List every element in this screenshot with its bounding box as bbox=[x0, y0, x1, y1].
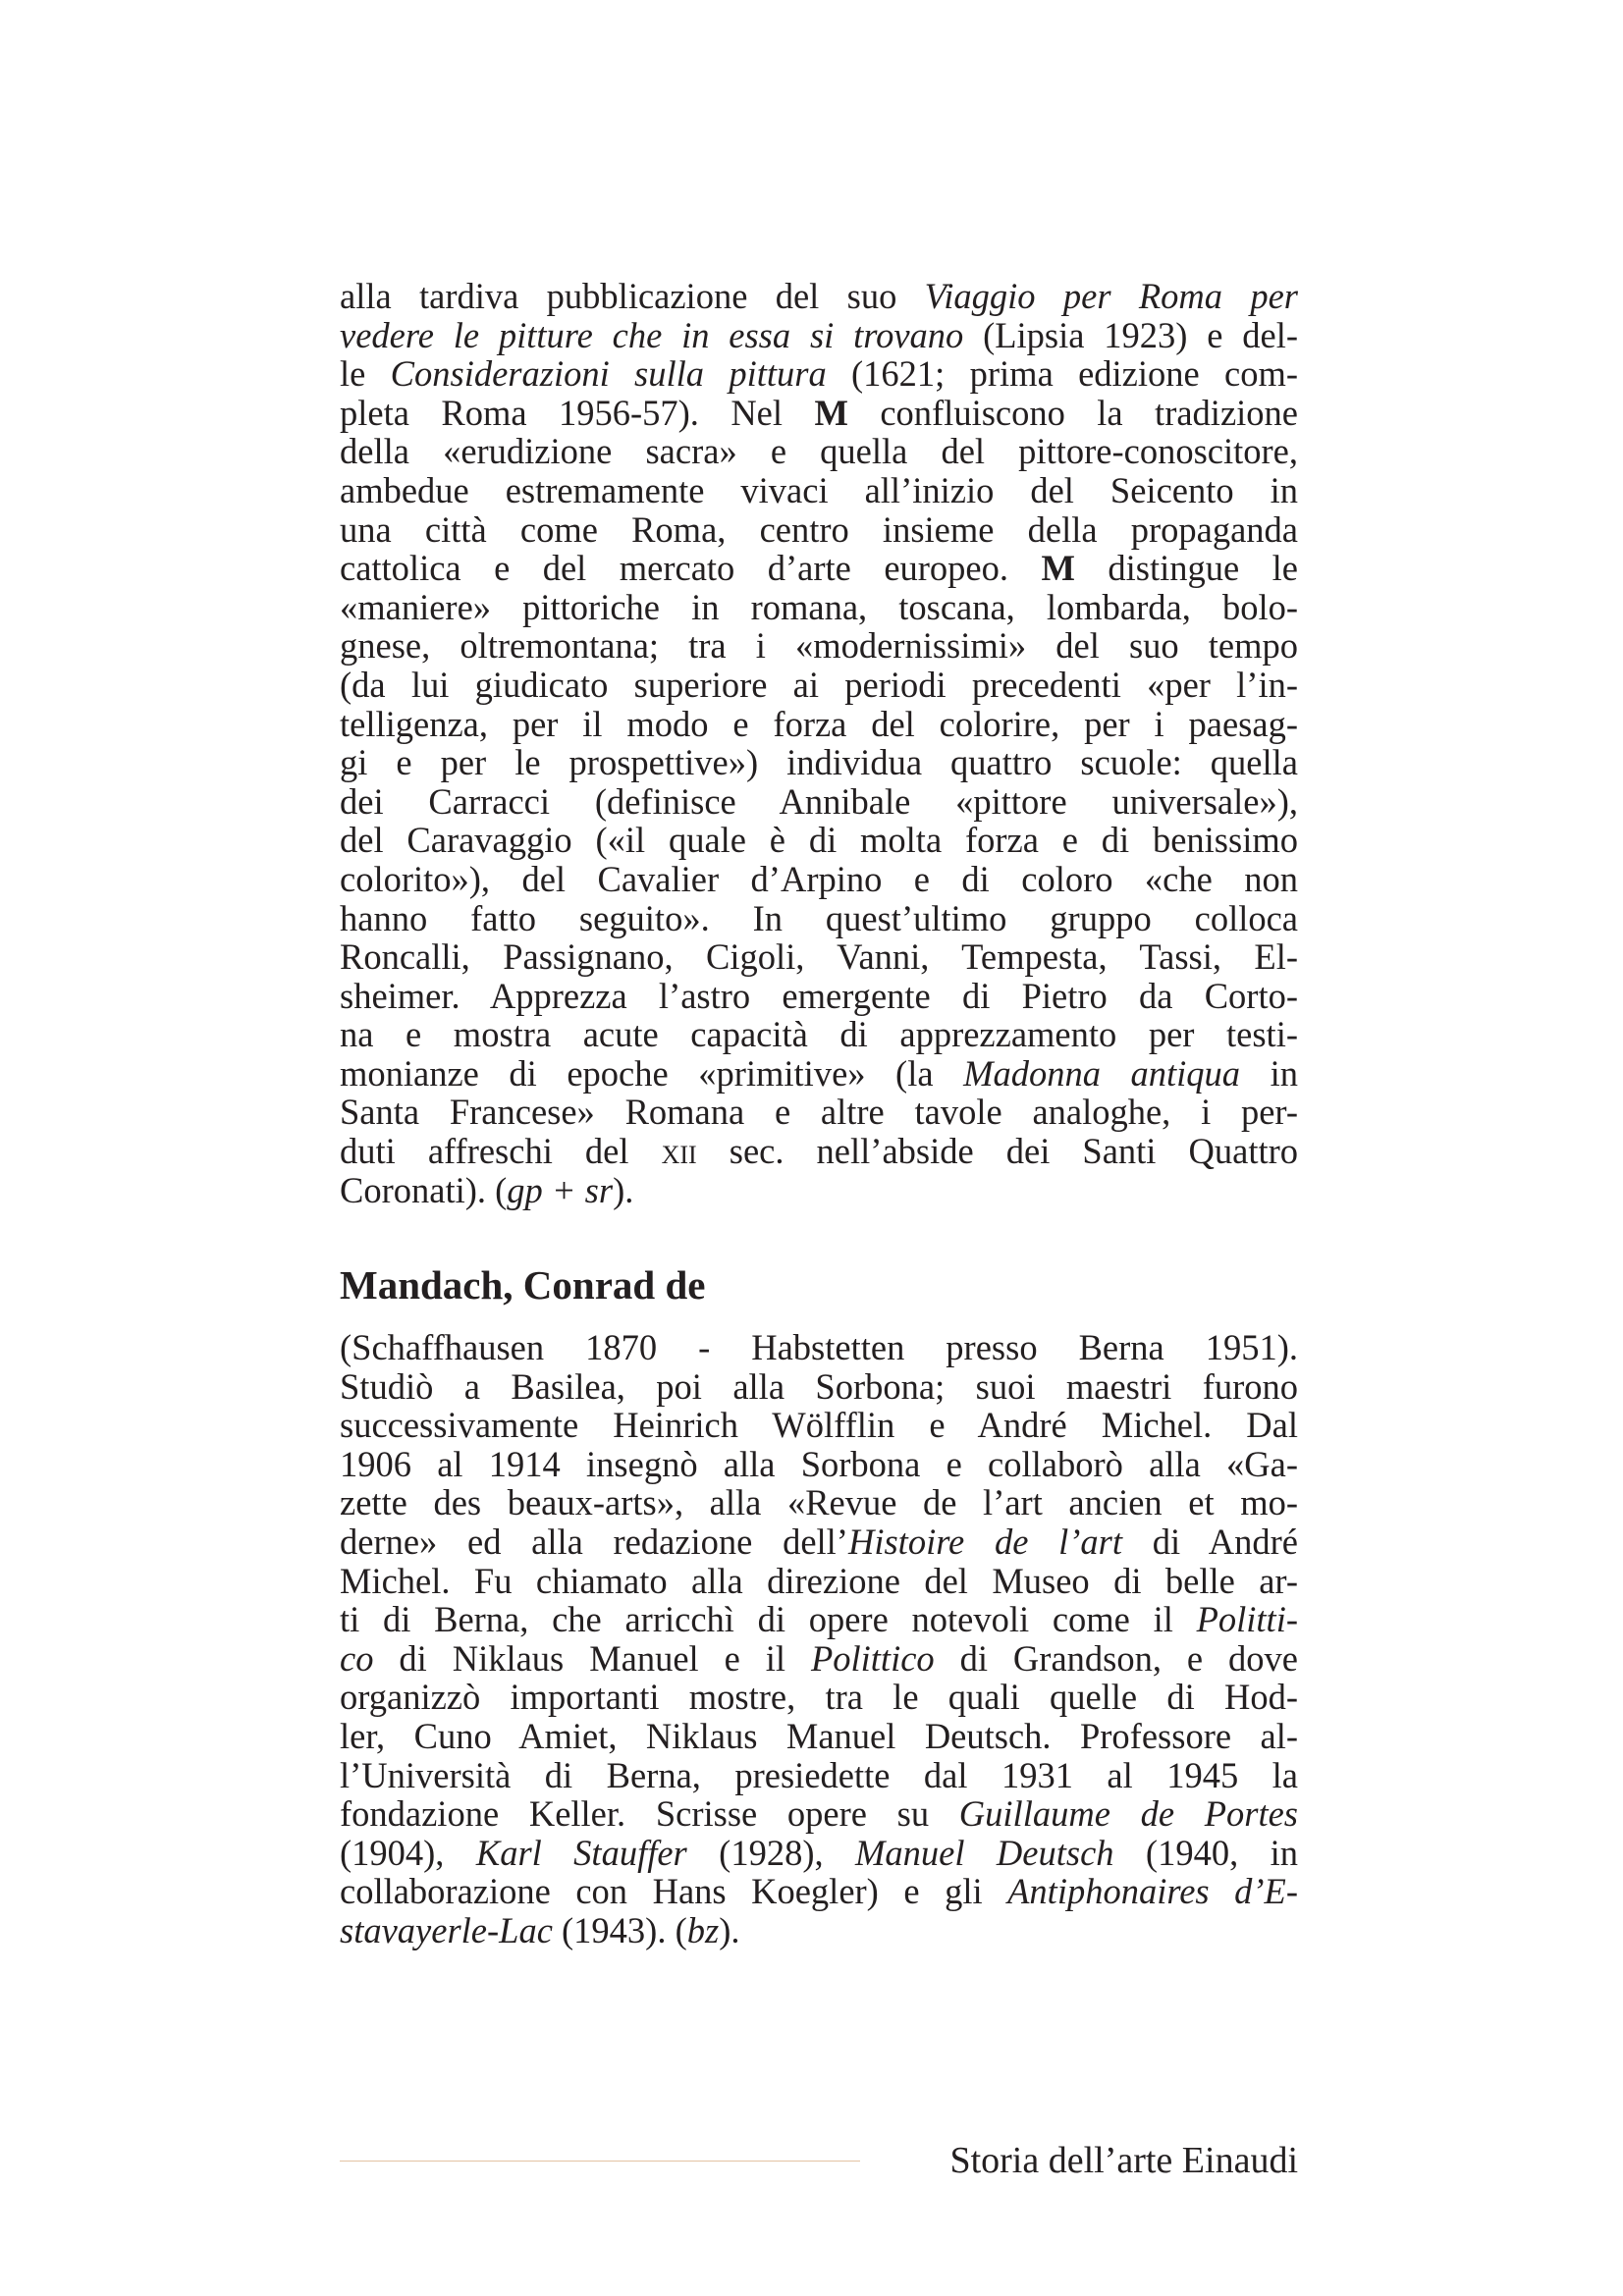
text-segment: telligenza, per il modo e forza del colorire, per i paesag- bbox=[340, 703, 1298, 744]
italic-text: Madonna antiqua bbox=[963, 1052, 1241, 1094]
text-segment: collaborazione con Hans Koegler) e gli bbox=[340, 1871, 1008, 1912]
text-segment: in bbox=[1240, 1052, 1298, 1094]
footer-title: Storia dell’arte Einaudi bbox=[949, 2140, 1298, 2181]
text-segment: confluiscono la tradizione bbox=[847, 392, 1298, 433]
text-line bbox=[340, 1015, 1298, 1054]
text-line bbox=[340, 432, 1298, 471]
text-line bbox=[340, 1132, 1298, 1171]
text-segment: na e mostra acute capacità di apprezzamento per testi- bbox=[340, 1014, 1298, 1055]
text-line bbox=[340, 1522, 1298, 1562]
text-segment: sec. nell’abside dei Santi Quattro bbox=[696, 1131, 1299, 1172]
text-line bbox=[340, 1756, 1298, 1795]
text-line bbox=[340, 1406, 1298, 1445]
text-segment: fondazione Keller. Scrisse opere su bbox=[340, 1793, 959, 1835]
text-segment: (1940, in bbox=[1113, 1832, 1299, 1873]
text-line bbox=[340, 782, 1298, 822]
italic-text: Guillaume de Portes bbox=[958, 1793, 1299, 1835]
bold-text: M bbox=[1041, 548, 1075, 589]
text-segment: di Niklaus Manuel e il bbox=[373, 1637, 811, 1679]
text-segment: monianze di epoche «primitive» (la bbox=[340, 1052, 964, 1094]
text-segment: (1621; prima edizione com- bbox=[826, 353, 1299, 395]
text-segment: Michel. Fu chiamato alla direzione del Museo di belle ar- bbox=[340, 1560, 1298, 1601]
text-line bbox=[340, 666, 1298, 705]
text-segment: Roncalli, Passignano, Cigoli, Vanni, Tempesta, Tassi, El- bbox=[340, 936, 1298, 978]
text-segment: della «erudizione sacra» e quella del pittore-conoscitore, bbox=[340, 431, 1298, 472]
text-segment: ). bbox=[613, 1169, 634, 1210]
italic-text: gp + sr bbox=[507, 1169, 614, 1210]
text-segment: dei Carracci (definisce Annibale «pittore universale»), bbox=[340, 780, 1298, 822]
text-segment: successivamente Heinrich Wölfflin e André Michel. Dal bbox=[340, 1405, 1298, 1446]
text-line bbox=[340, 1445, 1298, 1484]
text-line bbox=[340, 626, 1298, 666]
text-segment: ler, Cuno Amiet, Niklaus Manuel Deutsch. Professore al- bbox=[340, 1715, 1298, 1756]
text-line bbox=[340, 549, 1298, 588]
text-line bbox=[340, 1093, 1298, 1132]
text-line bbox=[340, 821, 1298, 860]
text-line bbox=[340, 471, 1298, 510]
text-segment: «maniere» pittoriche in romana, toscana, lombarda, bolo- bbox=[340, 586, 1298, 627]
text-line bbox=[340, 743, 1298, 782]
text-line bbox=[340, 1483, 1298, 1522]
text-line bbox=[340, 1911, 1298, 1950]
text-line bbox=[340, 937, 1298, 977]
italic-text: co bbox=[340, 1637, 374, 1679]
text-segment: una città come Roma, centro insieme della propaganda bbox=[340, 508, 1298, 550]
italic-text: bz bbox=[686, 1909, 720, 1950]
text-segment: pleta Roma 1956-57). Nel bbox=[340, 392, 815, 433]
bold-text: M bbox=[814, 392, 848, 433]
text-segment: (1904), bbox=[340, 1832, 476, 1873]
text-segment: ti di Berna, che arricchì di opere notevoli come il bbox=[340, 1599, 1197, 1640]
text-line bbox=[340, 1600, 1298, 1639]
text-line bbox=[340, 1678, 1298, 1717]
text-segment: hanno fatto seguito». In quest’ultimo gruppo colloca bbox=[340, 897, 1298, 938]
text-segment: organizzò importanti mostre, tra le quali quelle di Hod- bbox=[340, 1677, 1298, 1718]
text-segment: duti affreschi del bbox=[340, 1131, 662, 1172]
text-segment: (1943). ( bbox=[552, 1909, 687, 1950]
text-line bbox=[340, 977, 1298, 1016]
italic-text: Manuel Deutsch bbox=[855, 1832, 1114, 1873]
entry-mandach-text bbox=[340, 1328, 1298, 1950]
italic-text: Polittico bbox=[810, 1637, 935, 1679]
text-line bbox=[340, 899, 1298, 938]
text-segment: distingue le bbox=[1074, 548, 1299, 589]
text-segment: l’Università di Berna, presiedette dal 1931 al 1945 la bbox=[340, 1754, 1298, 1795]
text-line bbox=[340, 1794, 1298, 1834]
text-line bbox=[340, 860, 1298, 899]
text-segment: gi e per le prospettive») individua quattro scuole: quella bbox=[340, 742, 1298, 783]
text-segment: colorito»), del Cavalier d’Arpino e di coloro «che non bbox=[340, 858, 1298, 899]
text-line bbox=[340, 1562, 1298, 1601]
text-segment: Santa Francese» Romana e altre tavole analoghe, i per- bbox=[340, 1092, 1298, 1133]
italic-text: Antiphonaires d’E- bbox=[1007, 1871, 1298, 1912]
text-line bbox=[340, 1171, 1298, 1210]
text-line bbox=[340, 394, 1298, 433]
italic-text: Viaggio per Roma per bbox=[924, 276, 1298, 316]
text-line bbox=[340, 510, 1298, 550]
text-segment: 1906 al 1914 insegnò alla Sorbona e collaborò alla «Ga- bbox=[340, 1443, 1298, 1484]
text-line bbox=[340, 1367, 1298, 1407]
text-segment: del Caravaggio («il quale è di molta forza e di benissimo bbox=[340, 820, 1298, 861]
text-line bbox=[340, 1639, 1298, 1679]
text-segment: sheimer. Apprezza l’astro emergente di Pietro da Corto- bbox=[340, 975, 1298, 1016]
text-segment: di Grandson, e dove bbox=[934, 1637, 1298, 1679]
text-segment: Studiò a Basilea, poi alla Sorbona; suoi maestri furono bbox=[340, 1365, 1298, 1407]
text-line bbox=[340, 1717, 1298, 1756]
small-caps-text: xii bbox=[661, 1131, 697, 1172]
text-segment: ambedue estremamente vivaci all’inizio del Seicento in bbox=[340, 469, 1298, 510]
text-line bbox=[340, 354, 1298, 394]
entry-continuation-text bbox=[340, 277, 1298, 1209]
text-segment: zette des beaux-arts», alla «Revue de l’art ancien et mo- bbox=[340, 1482, 1298, 1523]
text-line bbox=[340, 1834, 1298, 1873]
italic-text: Karl Stauffer bbox=[475, 1832, 687, 1873]
italic-text: Considerazioni sulla pittura bbox=[390, 353, 827, 395]
text-line bbox=[340, 705, 1298, 744]
text-segment: le bbox=[340, 353, 391, 395]
text-segment: gnese, oltremontana; tra i «modernissimi» del suo tempo bbox=[340, 625, 1298, 667]
text-segment: derne» ed alla redazione dell’ bbox=[340, 1521, 848, 1562]
footer-rule bbox=[340, 2161, 860, 2162]
italic-text: vedere le pitture che in essa si trovano bbox=[340, 314, 964, 355]
italic-text: Politti- bbox=[1196, 1599, 1298, 1640]
text-segment: cattolica e del mercato d’arte europeo. bbox=[340, 548, 1042, 589]
italic-text: Histoire de l’art bbox=[847, 1521, 1122, 1562]
text-segment: alla tardiva pubblicazione del suo bbox=[340, 276, 925, 316]
text-segment: ). bbox=[719, 1909, 740, 1950]
entry-heading: Mandach, Conrad de bbox=[340, 1262, 706, 1308]
text-segment: (Schaffhausen 1870 - Habstetten presso Berna 1951). bbox=[340, 1327, 1298, 1367]
text-segment: (da lui giudicato superiore ai periodi precedenti «per l’in- bbox=[340, 664, 1298, 705]
text-line bbox=[340, 1872, 1298, 1911]
text-segment: Coronati). ( bbox=[340, 1169, 508, 1210]
text-line bbox=[340, 1054, 1298, 1094]
text-line bbox=[340, 588, 1298, 627]
text-segment: di André bbox=[1122, 1521, 1298, 1562]
text-line bbox=[340, 277, 1298, 316]
italic-text: stavayerle-Lac bbox=[340, 1909, 553, 1950]
text-line bbox=[340, 316, 1298, 355]
text-segment: (1928), bbox=[686, 1832, 856, 1873]
text-line bbox=[340, 1328, 1298, 1367]
text-segment: (Lipsia 1923) e del- bbox=[963, 314, 1298, 355]
